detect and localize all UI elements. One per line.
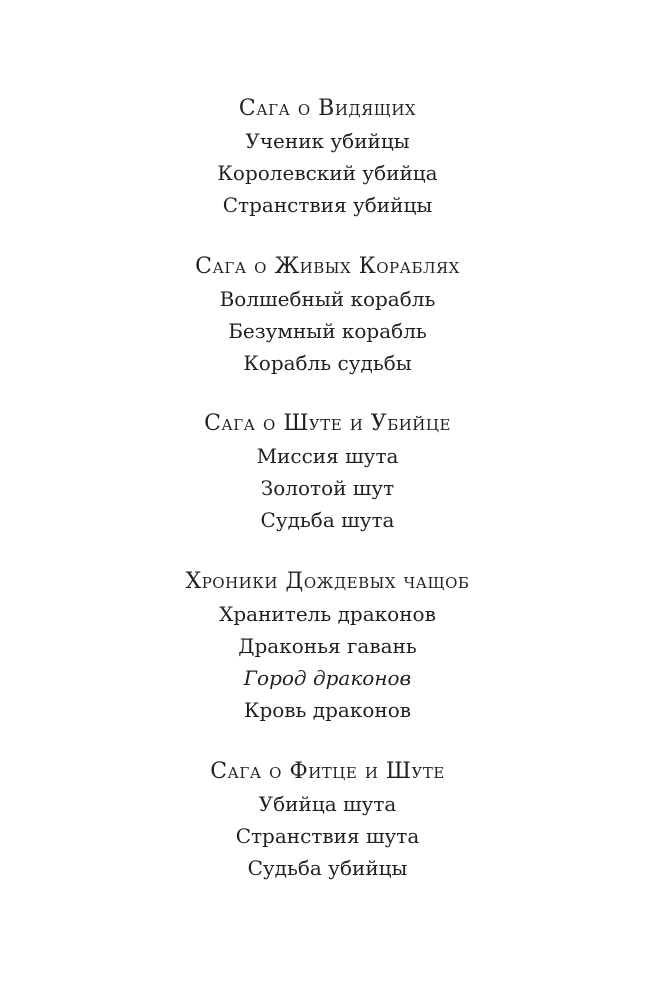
book-title: Убийца шута xyxy=(258,792,397,816)
series-block xyxy=(0,251,655,379)
series-title: Хроники Дождевых чащоб xyxy=(185,569,470,594)
series-block xyxy=(0,566,655,726)
series-title: Сага о Фитце и Шуте xyxy=(210,759,445,784)
book-title: Хранитель драконов xyxy=(219,602,436,626)
book-title: Ученик убийцы xyxy=(245,129,410,153)
series-block xyxy=(0,408,655,536)
book-title: Драконья гавань xyxy=(238,634,417,658)
book-title: Королевский убийца xyxy=(217,161,438,185)
book-title: Миссия шута xyxy=(256,444,399,468)
book-title: Странствия шута xyxy=(235,824,420,848)
book-title-italic: Город драконов xyxy=(243,666,412,690)
series-block xyxy=(0,93,655,221)
series-title: Сага о Видящих xyxy=(238,96,417,121)
series-block xyxy=(0,756,655,884)
book-title: Странствия убийцы xyxy=(222,193,433,217)
series-title: Сага о Живых Кораблях xyxy=(195,254,460,279)
book-title: Судьба шута xyxy=(260,508,395,532)
series-title: Сага о Шуте и Убийце xyxy=(204,411,451,436)
book-title: Корабль судьбы xyxy=(243,351,412,375)
book-title: Волшебный корабль xyxy=(219,287,436,311)
book-title: Кровь драконов xyxy=(243,698,412,722)
book-title: Безумный корабль xyxy=(228,319,427,343)
book-title: Золотой шут xyxy=(260,476,395,500)
book-title: Судьба убийцы xyxy=(247,856,408,880)
